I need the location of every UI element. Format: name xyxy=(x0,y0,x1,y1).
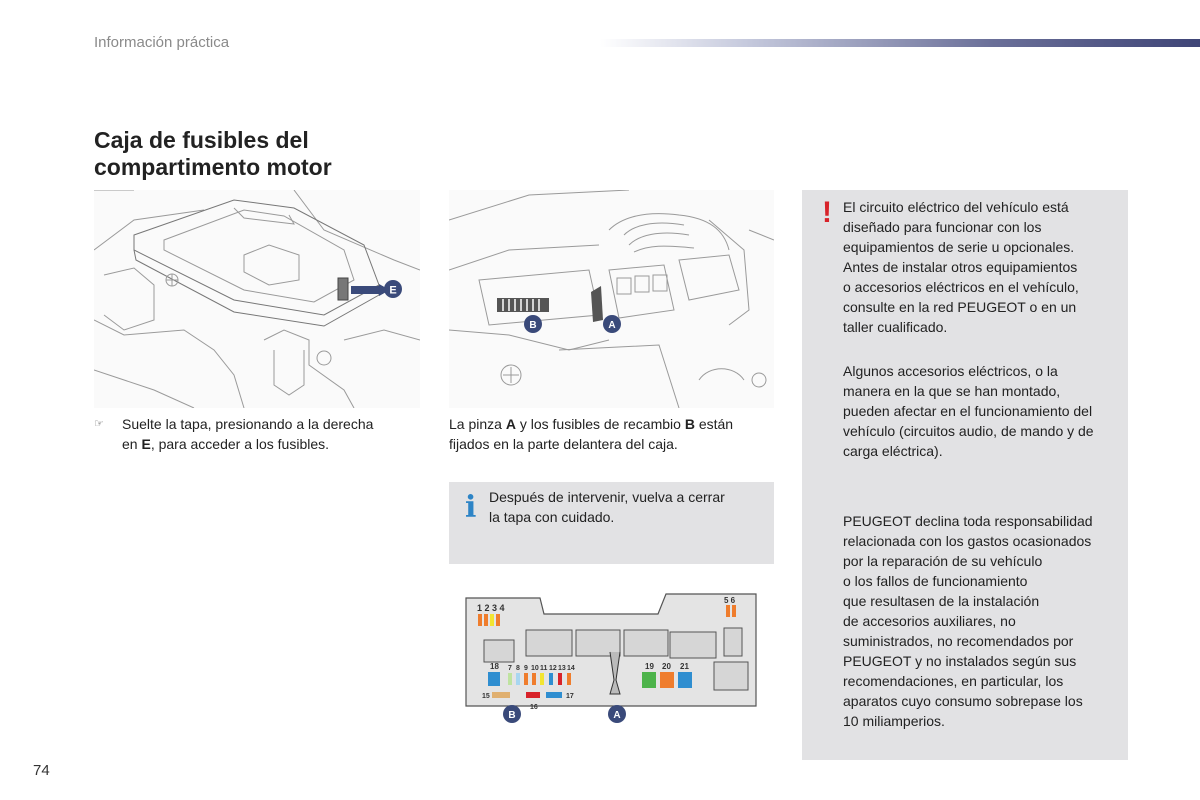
warning-p3-line: relacionada con los gastos ocasionados xyxy=(843,533,1092,549)
warning-paragraph-1 xyxy=(843,197,1121,337)
callout-e: E xyxy=(389,284,397,297)
fuse-label-9: 9 xyxy=(524,665,528,672)
info-line1: Después de intervenir, vuelva a cerrar xyxy=(489,489,725,505)
warning-p3-line: PEUGEOT declina toda responsabilidad xyxy=(843,513,1093,529)
fuse-label-10: 10 xyxy=(531,665,539,672)
fuse-numbers-1-4: 1 2 3 4 xyxy=(477,603,505,613)
warning-p3-line: o los fallos de funcionamiento xyxy=(843,573,1028,589)
spare-fuses xyxy=(497,298,549,312)
title-line-2: compartimento motor xyxy=(94,154,332,180)
warning-p3-line: PEUGEOT y no instalados según sus xyxy=(843,653,1077,669)
warning-p3-line: de accesorios auxiliares, no xyxy=(843,613,1016,629)
fuse-label-21: 21 xyxy=(680,662,689,671)
diagram-callout-a: A xyxy=(613,710,621,721)
fuse-label-7: 7 xyxy=(508,665,512,672)
info-line2: la tapa con cuidado. xyxy=(489,509,615,525)
fuse-label-18: 18 xyxy=(490,662,499,671)
caption1-line2: en E, para acceder a los fusibles. xyxy=(122,436,330,452)
callout-a: A xyxy=(608,320,616,331)
warning-p1-line: taller cualificado. xyxy=(843,319,948,335)
warning-p1-line: equipamientos de serie u opcionales. xyxy=(843,239,1075,255)
fuse-label-12: 12 xyxy=(549,665,557,672)
warning-p3-line: que resultasen de la instalación xyxy=(843,593,1040,609)
title-line-1: Caja de fusibles del xyxy=(94,127,309,153)
warning-icon: ! xyxy=(822,196,832,229)
section-header: Información práctica xyxy=(94,34,230,51)
warning-p3-line: por la reparación de su vehículo xyxy=(843,553,1043,569)
page-title xyxy=(94,127,434,181)
fuse-layout-diagram xyxy=(462,590,762,735)
fuse-label-20: 20 xyxy=(662,662,671,671)
fuse-label-16: 16 xyxy=(530,704,538,711)
callout-b: B xyxy=(529,320,537,331)
warning-p3-line: suministrados, no recomendados por xyxy=(843,633,1074,649)
warning-p1-line: El circuito eléctrico del vehículo está xyxy=(843,199,1069,215)
warning-p2-line: carga eléctrica). xyxy=(843,443,943,459)
bullet-hand-icon: ☞ xyxy=(94,418,104,430)
fuse-label-8: 8 xyxy=(516,665,520,672)
caption-remove-cover xyxy=(122,414,422,454)
warning-paragraph-2 xyxy=(843,361,1121,461)
fuse-numbers-5-6: 5 6 xyxy=(724,596,736,605)
caption2-line2: fijados en la parte delantera del caja. xyxy=(449,436,678,452)
header-gradient-bar xyxy=(600,39,1200,47)
caption2-line1: La pinza A y los fusibles de recambio B están xyxy=(449,416,734,432)
info-text xyxy=(489,487,764,527)
fuse-label-11: 11 xyxy=(540,665,548,672)
warning-p1-line: diseñado para funcionar con los xyxy=(843,219,1042,235)
warning-p2-line: pueden afectar en el funcionamiento del xyxy=(843,403,1093,419)
warning-p2-line: vehículo (circuitos audio, de mando y de xyxy=(843,423,1094,439)
caption-clip-and-spares xyxy=(449,414,779,454)
warning-p3-line: aparatos cuyo consumo sobrepase los xyxy=(843,693,1083,709)
fuse-label-14: 14 xyxy=(567,665,575,672)
fusebox-cover-illustration xyxy=(94,190,420,408)
warning-paragraph-3 xyxy=(843,511,1121,731)
fuse-label-19: 19 xyxy=(645,662,654,671)
warning-p3-line: recomendaciones, en particular, los xyxy=(843,673,1064,689)
warning-p1-line: o accesorios eléctricos en el vehículo, xyxy=(843,279,1079,295)
fuse-label-13: 13 xyxy=(558,665,566,672)
warning-p2-line: Algunos accesorios eléctricos, o la xyxy=(843,363,1058,379)
warning-p1-line: Antes de instalar otros equipamientos xyxy=(843,259,1078,275)
warning-p3-line: 10 miliamperios. xyxy=(843,713,945,729)
info-icon: i xyxy=(465,490,477,525)
caption1-line1: Suelte la tapa, presionando a la derecha xyxy=(122,416,374,432)
diagram-callout-b: B xyxy=(508,710,516,721)
fuse-label-15: 15 xyxy=(482,693,490,700)
warning-p1-line: consulte en la red PEUGEOT o en un xyxy=(843,299,1077,315)
fuse-label-17: 17 xyxy=(566,693,574,700)
open-fusebox-illustration xyxy=(449,190,774,408)
warning-p2-line: manera en la que se han montado, xyxy=(843,383,1061,399)
page-number: 74 xyxy=(33,762,50,779)
